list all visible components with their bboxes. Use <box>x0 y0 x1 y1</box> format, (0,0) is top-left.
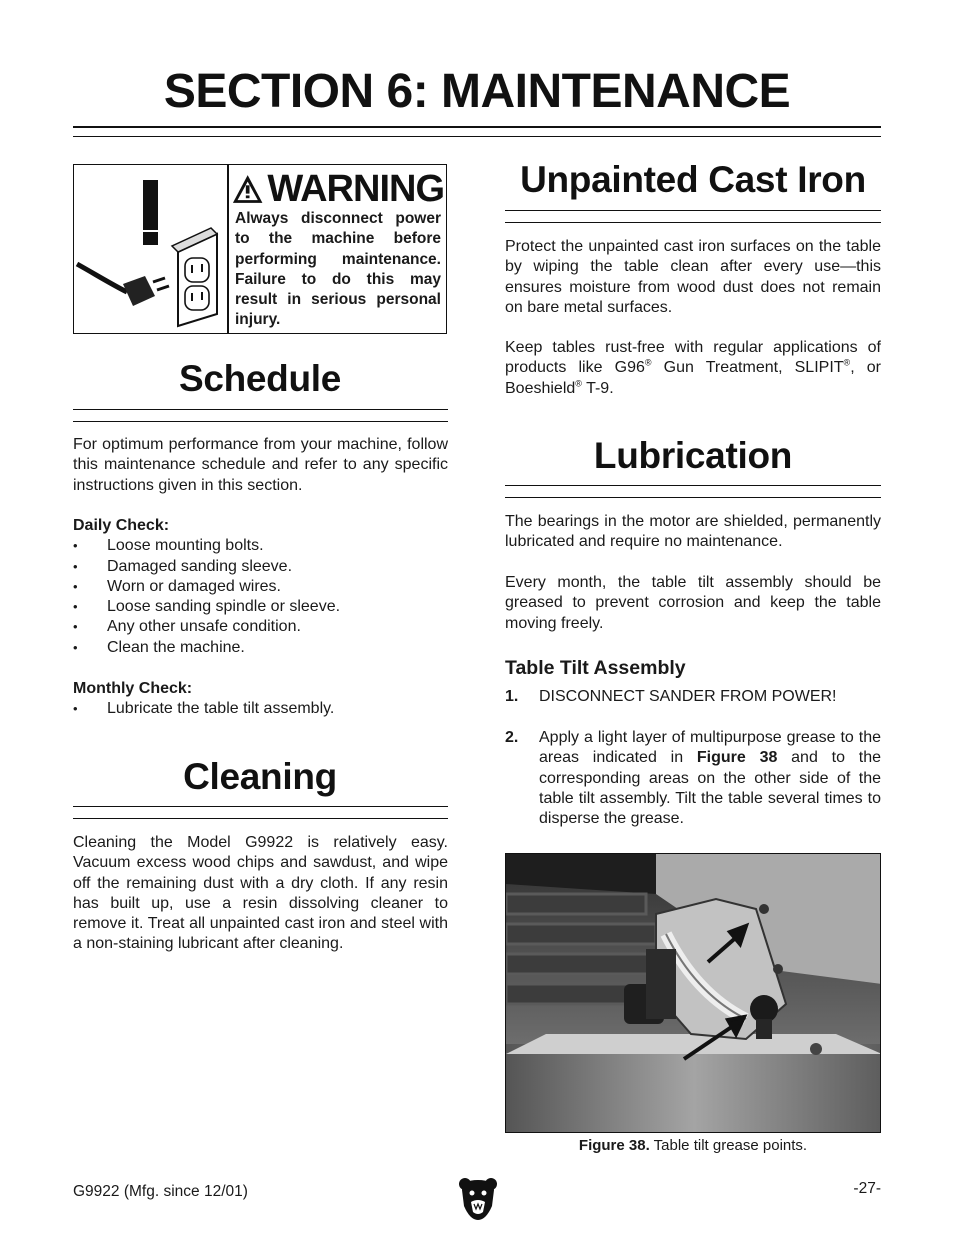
step-number: 1. <box>505 688 519 705</box>
step-text-b: and to the corresponding areas on the other side of the table tilt assembly. Tilt the table several times to disperse the grease. <box>539 749 882 828</box>
schedule-heading: Schedule <box>178 358 342 399</box>
daily-item-text: Clean the machine. <box>107 638 245 656</box>
cleaning-heading: Cleaning <box>183 756 337 797</box>
cast-iron-rule-top <box>505 210 881 211</box>
warning-heading: WARNING <box>267 167 444 210</box>
bullet-icon: • <box>73 701 78 717</box>
exclamation-icon <box>143 180 158 245</box>
title-rule-bottom <box>73 136 881 137</box>
bear-logo-icon <box>458 1176 498 1222</box>
daily-check-label: Daily Check: <box>73 517 170 534</box>
daily-item-text: Loose mounting bolts. <box>107 537 264 555</box>
list-item <box>73 536 448 556</box>
list-item <box>73 638 448 658</box>
registered-mark: ® <box>644 357 652 368</box>
daily-item-text: Any other unsafe condition. <box>107 618 301 636</box>
daily-check-section <box>73 516 448 658</box>
para-2-text-b: Gun Treatment, SLIPIT <box>651 359 844 377</box>
figure-38-photo <box>505 853 881 1133</box>
figure-caption-text: Table tilt grease points. <box>649 1137 808 1154</box>
title-rule-top <box>73 126 881 128</box>
schedule-intro: For optimum performance from your machine, follow this maintenance schedule and refer to any specific instructions given in this section. <box>73 436 448 494</box>
list-item <box>73 597 448 617</box>
warning-illustration <box>75 166 226 332</box>
registered-mark: ® <box>843 357 851 368</box>
step-1 <box>505 687 881 707</box>
daily-item-text: Loose sanding spindle or sleeve. <box>107 598 341 616</box>
registered-mark: ® <box>575 378 582 389</box>
table-tilt-subheading: Table Tilt Assembly <box>505 657 686 679</box>
monthly-check-section <box>73 679 448 720</box>
lubrication-para-1: The bearings in the motor are shielded, permanently lubricated and require no maintenance. <box>505 513 881 551</box>
para-2-text-c: , or Boeshield <box>505 359 881 397</box>
step-text <box>539 728 881 829</box>
lubrication-heading: Lubrication <box>593 435 793 476</box>
step-2 <box>505 728 881 829</box>
bullet-icon: • <box>73 639 78 655</box>
daily-item-text: Damaged sanding sleeve. <box>107 557 293 575</box>
warning-box-divider <box>227 164 229 334</box>
bullet-icon: • <box>73 619 78 635</box>
table-tilt-photo <box>506 854 881 1133</box>
step-text-a: Apply a light layer of multipurpose grease to the areas indicated in <box>539 729 881 767</box>
cast-iron-heading: Unpainted Cast Iron <box>520 159 866 200</box>
figure-label: Figure 38. <box>578 1137 650 1154</box>
page-number: -27- <box>853 1180 881 1197</box>
bullet-icon: • <box>73 599 78 615</box>
figure-reference: Figure 38 <box>696 749 778 767</box>
schedule-rule-bottom <box>73 421 448 422</box>
list-item <box>73 557 448 577</box>
lubrication-para-2: Every month, the table tilt assembly should be greased to prevent corrosion and keep the table moving freely. <box>505 574 881 632</box>
warning-triangle-icon <box>232 173 263 205</box>
cleaning-rule-bottom <box>73 818 448 819</box>
schedule-rule-top <box>73 409 448 410</box>
monthly-check-label: Monthly Check: <box>73 680 193 697</box>
outlet-icon <box>172 228 217 326</box>
monthly-item-text: Lubricate the table tilt assembly. <box>107 700 335 718</box>
lubrication-rule-top <box>505 485 881 486</box>
bullet-icon: • <box>73 538 78 554</box>
cleaning-rule-top <box>73 806 448 807</box>
plug-icon <box>77 264 169 306</box>
step-number: 2. <box>505 729 519 746</box>
step-text: DISCONNECT SANDER FROM POWER! <box>539 688 837 705</box>
footer-model: G9922 (Mfg. since 12/01) <box>73 1183 248 1200</box>
cleaning-text: Cleaning the Model G9922 is relatively easy. Vacuum excess wood chips and sawdust, and wipe off the remaining dust with a dry cloth. If any resin has built up, use a resin dissolving cleaner to remove it. Treat all unpainted cast iron and steel with a non-staining lubricant after cleaning. <box>73 834 448 953</box>
cast-iron-para-1: Protect the unpainted cast iron surfaces on the table by wiping the table clean after every use—this ensures moisture from wood dust does not remain on bare metal surfaces. <box>505 238 881 316</box>
para-2-text-d: T-9. <box>581 379 614 397</box>
page-title: SECTION 6: MAINTENANCE <box>163 65 791 118</box>
cast-iron-para-2 <box>505 338 881 399</box>
warning-text: Always disconnect power to the machine before performing maintenance. Failure to do this may result in serious personal injury. <box>235 210 441 329</box>
daily-item-text: Worn or damaged wires. <box>107 577 281 595</box>
bullet-icon: • <box>73 578 78 594</box>
lubrication-rule-bottom <box>505 497 881 498</box>
cast-iron-rule-bottom <box>505 222 881 223</box>
list-item <box>73 617 448 637</box>
list-item <box>73 577 448 597</box>
figure-caption <box>505 1136 881 1156</box>
bullet-icon: • <box>73 558 78 574</box>
warning-header <box>232 168 444 210</box>
list-item <box>73 699 448 719</box>
para-2-text-a: Keep tables rust-free with regular applications of products like G96 <box>505 339 881 377</box>
